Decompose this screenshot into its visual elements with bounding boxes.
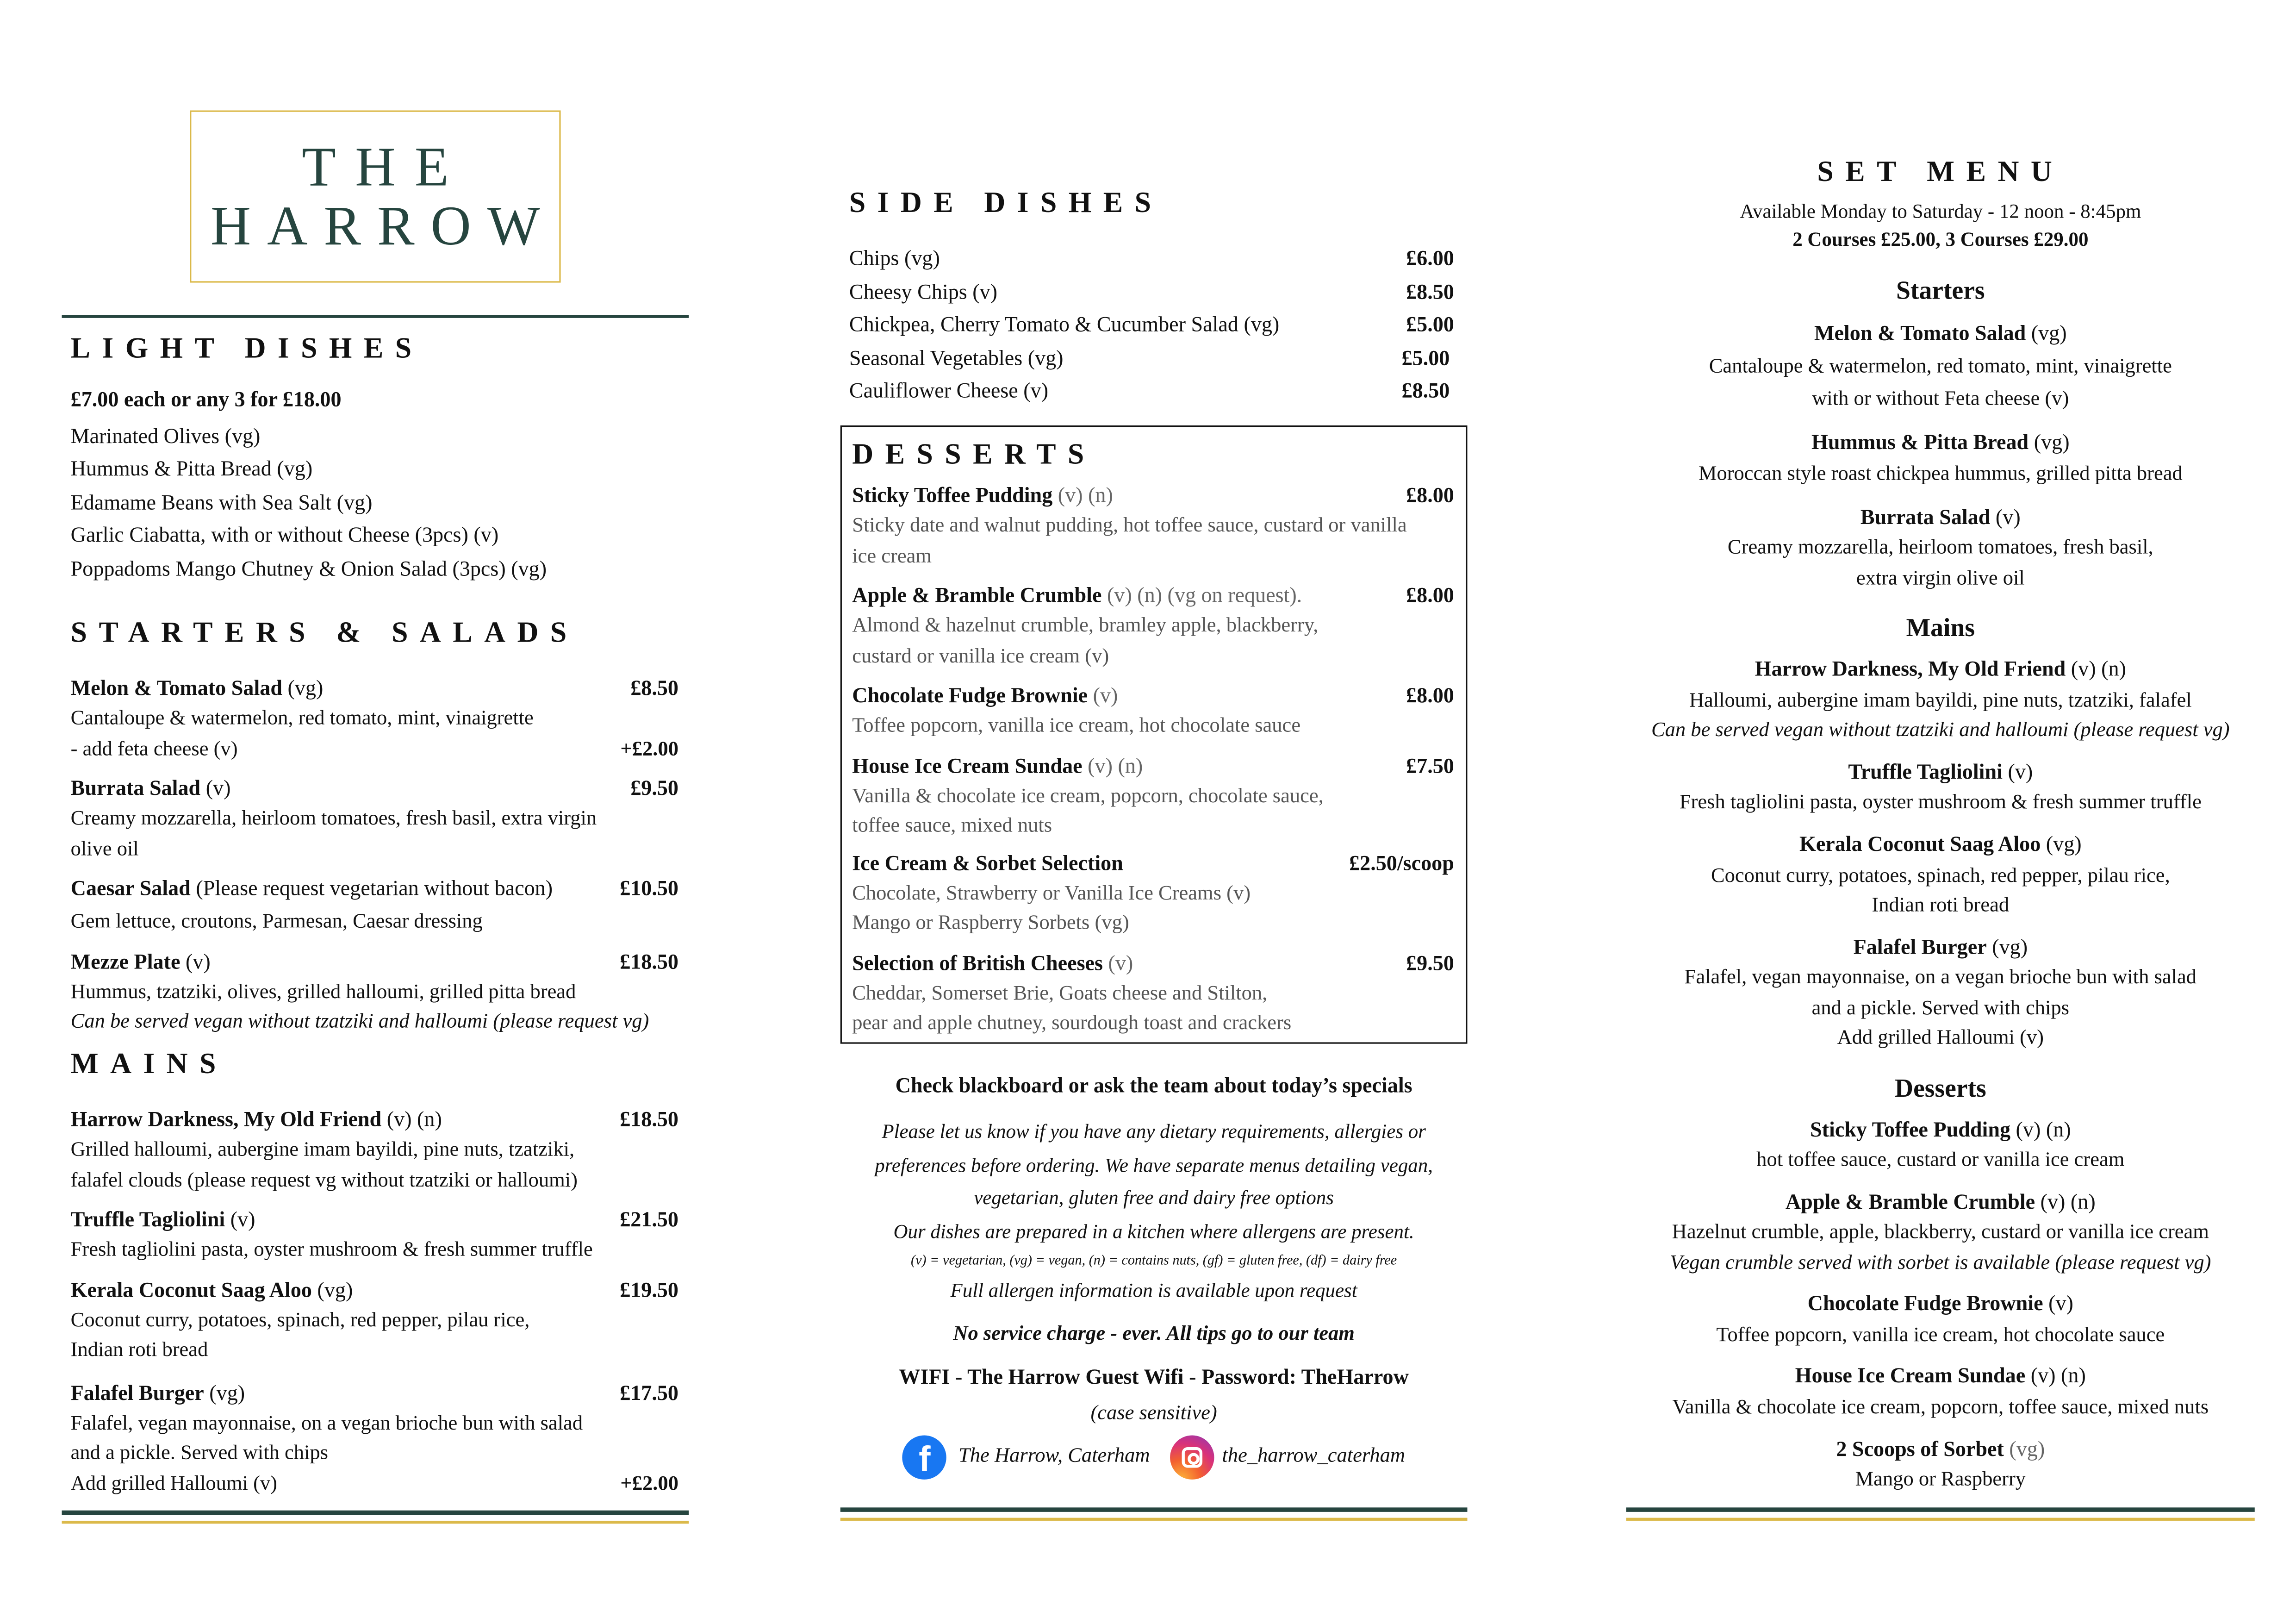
footer-divider-green bbox=[840, 1507, 1468, 1512]
menu-item: Falafel Burger (vg) Falafel, vegan mayonnaise, on a vegan brioche bun with salad and a pickle. Served with chips Add grilled Halloumi (v) bbox=[1684, 936, 2197, 1050]
instagram-label[interactable]: the_harrow_caterham bbox=[1222, 1445, 1406, 1468]
list-item: Garlic Ciabatta, with or without Cheese (3pcs) (v) bbox=[70, 525, 499, 549]
set-menu-availability: Available Monday to Saturday - 12 noon - 8:45pm bbox=[1740, 200, 2141, 223]
section-title: SIDE DISHES bbox=[849, 187, 1163, 219]
light-dishes-offer: £7.00 each or any 3 for £18.00 bbox=[70, 388, 342, 412]
wifi-note: (case sensitive) bbox=[1090, 1403, 1217, 1425]
info-section bbox=[840, 1072, 1468, 1480]
menu-item: Truffle Tagliolini (v) £21.50 Fresh tagliolini pasta, oyster mushroom & fresh summer truffle bbox=[70, 1208, 678, 1262]
menu-item: Apple & Bramble Crumble (v) (n) (vg on request). £8.00 Almond & hazelnut crumble, bramley apple, blackberry, custard or vanilla ice cream (v) bbox=[852, 584, 1454, 668]
social-links bbox=[840, 1436, 1468, 1480]
menu-item: Kerala Coconut Saag Aloo (vg) Coconut curry, potatoes, spinach, red pepper, pilau rice, Indian roti bread bbox=[1711, 833, 2170, 918]
set-desserts bbox=[1626, 1114, 2255, 1497]
footer-divider-gold bbox=[840, 1518, 1468, 1521]
menu-item: Harrow Darkness, My Old Friend (v) (n) £18.50 Grilled halloumi, aubergine imam bayildi, pine nuts, tzatziki, falafel clouds (please request vg without tzatziki or halloumi) bbox=[70, 1108, 678, 1192]
menu-item: Caesar Salad (Please request vegetarian without bacon) £10.50 Gem lettuce, croutons, Parmesan, Caesar dressing bbox=[70, 877, 678, 934]
side-dishes-section bbox=[849, 187, 1454, 409]
set-mains bbox=[1626, 654, 2255, 1055]
mains-section bbox=[71, 1048, 678, 1509]
menu-item: Melon & Tomato Salad (vg) £8.50 Cantaloupe & watermelon, red tomato, mint, vinaigrette - add feta cheese (v) +£2.00 bbox=[70, 677, 678, 761]
menu-item: Mezze Plate (v) £18.50 Hummus, tzatziki, olives, grilled halloumi, grilled pitta bread Can be served vegan without tzatziki and halloumi (please request vg) bbox=[70, 950, 678, 1034]
menu-item: Chocolate Fudge Brownie (v) Toffee popcorn, vanilla ice cream, hot chocolate sauce bbox=[1716, 1293, 2165, 1347]
menu-item: Kerala Coconut Saag Aloo (vg) £19.50 Coconut curry, potatoes, spinach, red pepper, pilau rice, Indian roti bread bbox=[70, 1278, 678, 1362]
list-item: Poppadoms Mango Chutney & Onion Salad (3pcs) (vg) bbox=[70, 558, 547, 582]
allergen-note: Full allergen information is available upon request bbox=[950, 1279, 1357, 1302]
subsection-title: Desserts bbox=[1894, 1073, 1986, 1102]
wifi-info: WIFI - The Harrow Guest Wifi - Password: TheHarrow bbox=[899, 1366, 1409, 1390]
section-title: LIGHT DISHES bbox=[70, 332, 423, 365]
set-starters bbox=[1626, 318, 2255, 595]
list-item: Chips (vg) £6.00 bbox=[849, 247, 1454, 271]
logo-line-1: THE bbox=[302, 136, 468, 198]
menu-item: 2 Scoops of Sorbet (vg) Mango or Raspberry bbox=[1836, 1437, 2045, 1492]
starters-section bbox=[71, 617, 678, 1047]
menu-item: Hummus & Pitta Bread (vg) Moroccan style roast chickpea hummus, grilled pitta bread bbox=[1698, 431, 2183, 486]
desserts-section bbox=[840, 425, 1468, 1044]
menu-item: Falafel Burger (vg) £17.50 Falafel, vegan mayonnaise, on a vegan brioche bun with salad and a pickle. Served with chips Add grilled Halloumi (v) +£2.00 bbox=[70, 1381, 678, 1495]
logo-line-2: HARROW bbox=[210, 195, 556, 257]
set-menu-pricing: 2 Courses £25.00, 3 Courses £29.00 bbox=[1792, 228, 2089, 250]
footer-divider-green bbox=[62, 1511, 689, 1515]
list-item: Hummus & Pitta Bread (vg) bbox=[70, 458, 313, 482]
divider bbox=[62, 315, 689, 318]
menu-item: House Ice Cream Sundae (v) (n) Vanilla & chocolate ice cream, popcorn, toffee sauce, mixed nuts bbox=[1672, 1365, 2209, 1419]
list-item: Cheesy Chips (v) £8.50 bbox=[849, 281, 1454, 304]
specials-note: Check blackboard or ask the team about today’s specials bbox=[895, 1074, 1412, 1099]
facebook-icon[interactable]: f bbox=[902, 1436, 946, 1480]
section-title: MAINS bbox=[70, 1048, 228, 1081]
logo bbox=[190, 111, 560, 283]
menu-item: Sticky Toffee Pudding (v) (n) hot toffee sauce, custard or vanilla ice cream bbox=[1756, 1118, 2125, 1173]
light-dishes-section bbox=[71, 333, 680, 587]
subsection-title: Mains bbox=[1906, 612, 1975, 643]
menu-item: Ice Cream & Sorbet Selection £2.50/scoop Chocolate, Strawberry or Vanilla Ice Creams (v) Mango or Raspberry Sorbets (vg) bbox=[852, 851, 1454, 935]
subsection-title: Starters bbox=[1896, 275, 1985, 305]
instagram-icon[interactable] bbox=[1170, 1436, 1214, 1480]
section-title: DESSERTS bbox=[852, 438, 1096, 471]
facebook-label[interactable]: The Harrow, Caterham bbox=[958, 1445, 1150, 1468]
dietary-note: Please let us know if you have any dietary requirements, allergies or preferences before ordering. We have separate menus detailing vegan, vegetarian, gluten free and dairy free options Our dishes are prepared in a kitchen where allergens are present. bbox=[875, 1120, 1433, 1242]
menu-item: Melon & Tomato Salad (vg) Cantaloupe & watermelon, red tomato, mint, vinaigrette with or without Feta cheese (v) bbox=[1709, 322, 2172, 411]
menu-item: Sticky Toffee Pudding (v) (n) £8.00 Sticky date and walnut pudding, hot toffee sauce, custard or vanilla ice cream bbox=[852, 484, 1454, 568]
set-menu-section bbox=[1626, 156, 2255, 1505]
footer-divider-green bbox=[1626, 1507, 2255, 1512]
menu-item: Apple & Bramble Crumble (v) (n) Hazelnut crumble, apple, blackberry, custard or vanilla ice cream Vegan crumble served with sorbet is available (please request vg) bbox=[1670, 1190, 2211, 1275]
list-item: Seasonal Vegetables (vg) £5.00 bbox=[849, 347, 1450, 371]
list-item: Edamame Beans with Sea Salt (vg) bbox=[70, 491, 373, 515]
menu-item: Burrata Salad (v) Creamy mozzarella, heirloom tomatoes, fresh basil, extra virgin olive oil bbox=[1727, 506, 2153, 590]
list-item: Marinated Olives (vg) bbox=[70, 425, 261, 449]
menu-item: House Ice Cream Sundae (v) (n) £7.50 Vanilla & chocolate ice cream, popcorn, chocolate sauce, toffee sauce, mixed nuts bbox=[852, 754, 1454, 838]
menu-item: Selection of British Cheeses (v) £9.50 Cheddar, Somerset Brie, Goats cheese and Stilton, pear and apple chutney, sourdough toast and crackers bbox=[852, 951, 1454, 1035]
section-title: STARTERS & SALADS bbox=[70, 617, 579, 650]
menu-item: Burrata Salad (v) £9.50 Creamy mozzarella, heirloom tomatoes, fresh basil, extra virgin olive oil bbox=[70, 777, 678, 861]
menu-item: Chocolate Fudge Brownie (v) £8.00 Toffee popcorn, vanilla ice cream, hot chocolate sauce bbox=[852, 684, 1454, 738]
menu-item: Truffle Tagliolini (v) Fresh tagliolini pasta, oyster mushroom & fresh summer truffle bbox=[1679, 761, 2202, 815]
section-title: SET MENU bbox=[1817, 156, 2064, 189]
service-charge-note: No service charge - ever. All tips go to our team bbox=[953, 1323, 1355, 1346]
menu-item: Harrow Darkness, My Old Friend (v) (n) Halloumi, aubergine imam bayildi, pine nuts, tzatziki, falafel Can be served vegan without tzatziki and halloumi (please request vg) bbox=[1651, 658, 2230, 743]
footer-divider-gold bbox=[62, 1521, 689, 1524]
dietary-legend: (v) = vegetarian, (vg) = vegan, (n) = contains nuts, (gf) = gluten free, (df) = dairy free bbox=[911, 1254, 1397, 1269]
list-item: Chickpea, Cherry Tomato & Cucumber Salad (vg) £5.00 bbox=[849, 313, 1454, 337]
list-item: Cauliflower Cheese (v) £8.50 bbox=[849, 380, 1450, 404]
footer-divider-gold bbox=[1626, 1518, 2255, 1521]
